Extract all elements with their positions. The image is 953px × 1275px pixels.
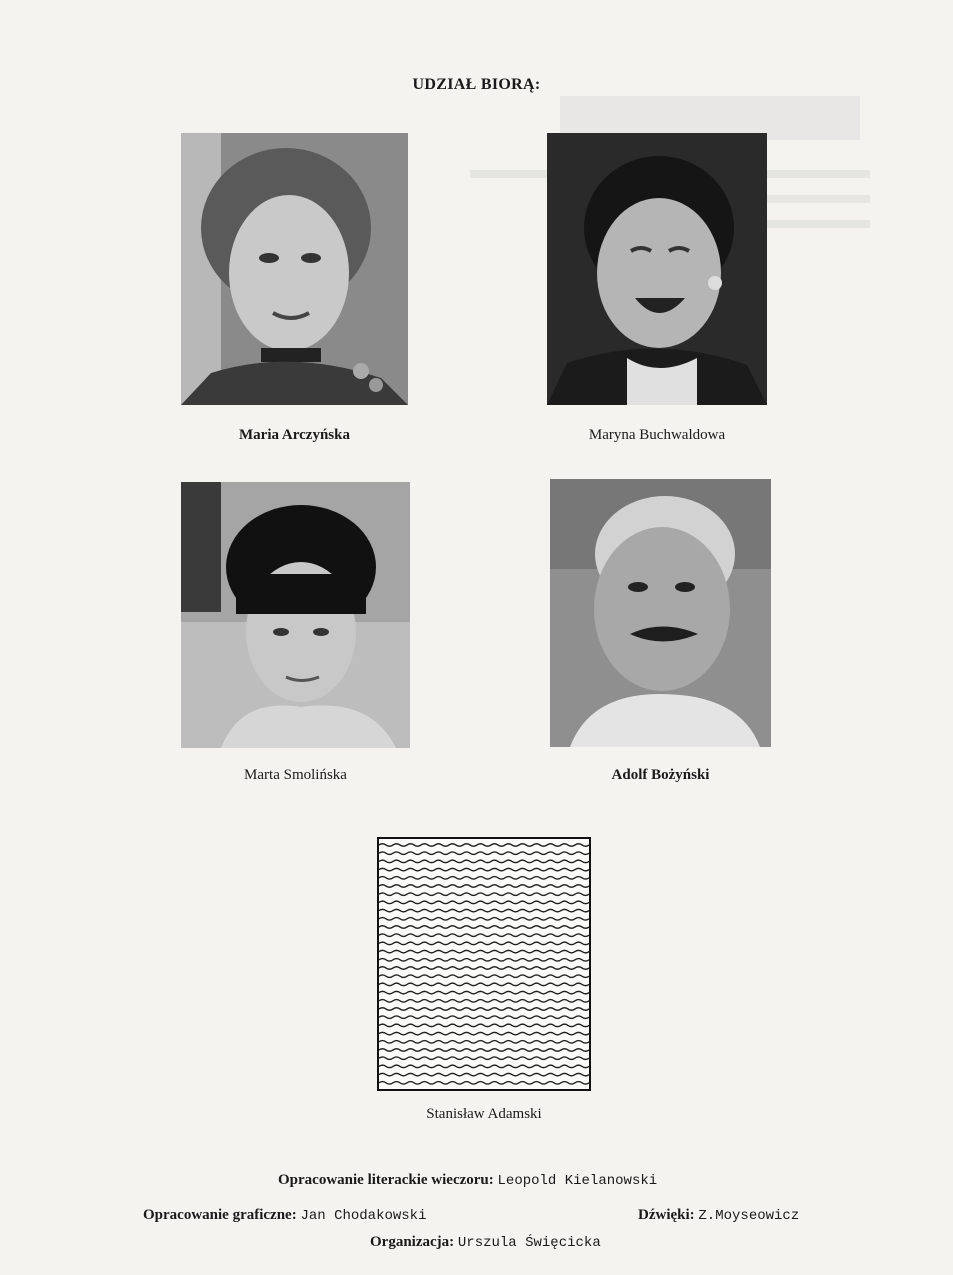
wave-line xyxy=(379,1041,589,1044)
credit-graphic xyxy=(143,1207,427,1224)
wave-line xyxy=(379,868,589,871)
caption-adolf-bozynski: Adolf Bożyński xyxy=(611,767,710,783)
wave-line xyxy=(379,1032,589,1035)
wave-pattern-placeholder xyxy=(377,837,591,1091)
wave-line xyxy=(379,1049,589,1052)
credit-organization xyxy=(370,1234,601,1251)
caption-maria-arczynska: Maria Arczyńska xyxy=(239,427,350,443)
credit-graphic-name: Jan Chodakowski xyxy=(300,1208,427,1224)
caption-marta-smolinska: Marta Smolińska xyxy=(244,767,347,783)
wave-line xyxy=(379,1082,589,1085)
wave-line xyxy=(379,959,589,962)
caption-maryna-buchwaldowa: Maryna Buchwaldowa xyxy=(588,427,726,443)
wave-line xyxy=(379,844,589,847)
wave-line xyxy=(379,909,589,912)
wave-line xyxy=(379,934,589,937)
credit-literary xyxy=(278,1172,657,1189)
page-title: UDZIAŁ BIORĄ: xyxy=(412,76,541,93)
credit-org-name: Urszula Święcicka xyxy=(457,1235,601,1251)
wave-line xyxy=(379,1065,589,1068)
portrait-photo-adolf-bozynski xyxy=(550,479,771,747)
wave-line xyxy=(379,1008,589,1011)
wave-line xyxy=(379,950,589,953)
caption-stanislaw-adamski: Stanisław Adamski xyxy=(426,1106,542,1122)
wave-line xyxy=(379,926,589,929)
wave-line xyxy=(379,991,589,994)
wave-line xyxy=(379,901,589,904)
credit-sound xyxy=(638,1207,799,1224)
wave-line xyxy=(379,942,589,945)
wave-line xyxy=(379,877,589,880)
wave-line xyxy=(379,1016,589,1019)
credit-sound-label: Dźwięki: xyxy=(638,1207,695,1223)
wave-line xyxy=(379,1073,589,1076)
wave-line xyxy=(379,860,589,863)
portrait-photo-maria-arczynska xyxy=(181,133,408,405)
credit-graphic-label: Opracowanie graficzne: xyxy=(143,1207,297,1223)
wave-line xyxy=(379,918,589,921)
portrait-photo-maryna-buchwaldowa xyxy=(547,133,767,405)
credit-literary-label: Opracowanie literackie wieczoru: xyxy=(278,1172,494,1188)
credit-sound-name: Z.Moyseowicz xyxy=(698,1208,800,1224)
wave-line xyxy=(379,975,589,978)
credit-literary-name: Leopold Kielanowski xyxy=(497,1173,658,1189)
wave-line xyxy=(379,967,589,970)
wave-line xyxy=(379,983,589,986)
credit-org-label: Organizacja: xyxy=(370,1234,455,1250)
wave-line xyxy=(379,852,589,855)
wave-line xyxy=(379,893,589,896)
wave-line xyxy=(379,1057,589,1060)
wave-line xyxy=(379,1000,589,1003)
wave-line xyxy=(379,885,589,888)
portrait-photo-marta-smolinska xyxy=(181,482,410,748)
wave-line xyxy=(379,1024,589,1027)
